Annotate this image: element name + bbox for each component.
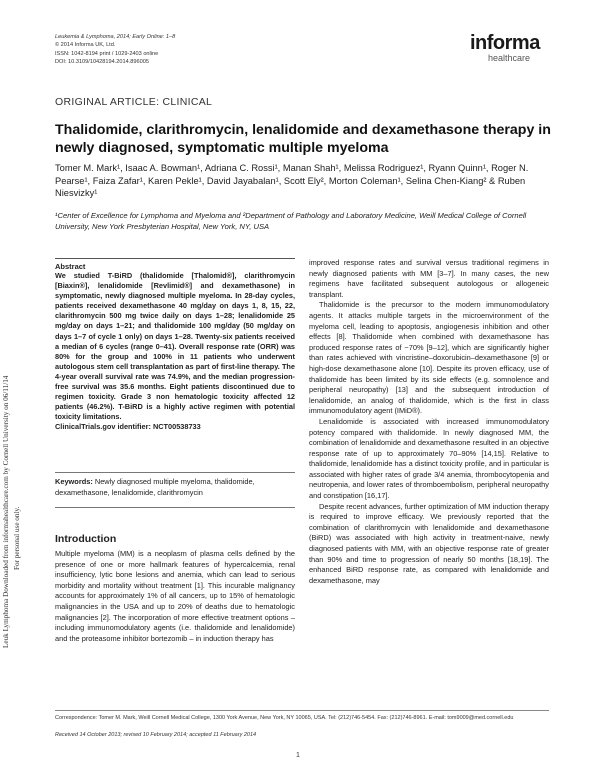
keywords-bottom-rule [55, 507, 295, 508]
paragraph-1: improved response rates and survival versus traditional regimens in newly diagnosed patients with MM [3–7]. In many cases, the new regimens have facilitated subsequent autologous or allogeneic transplant. [309, 258, 549, 299]
journal-copyright: © 2014 Informa UK, Ltd. [55, 42, 116, 49]
paragraph-3: Lenalidomide is associated with increased immunomodulatory potency compared with thalidomide. In newly diagnosed MM, the combination of lenalidomide and dexamethasone resulted in an objective response rate of up to approximately 70–90% [14,15]. Relative to thalidomide, lenalidomide has a distinct toxicity profile, and in particular is associated with higher rates of grade 3/4 anemia, thrombocytopenia and neutropenia, and lower rates of thromboembolism, peripheral neuropathy and constipation [16,17]. [309, 416, 549, 501]
article-section: ORIGINAL ARTICLE: CLINICAL [55, 96, 213, 108]
article-title: Thalidomide, clarithromycin, lenalidomide and dexamethasone therapy in newly diagnosed, symptomatic multiple myeloma [55, 122, 551, 156]
paragraph-2: Thalidomide is the precursor to the modern immunomodulatory agents. It attacks multiple targets in the microenvironment of the myeloma cell, leading to apoptosis, angiogenesis inhibition and other effects [8]. Thalidomide when combined with dexamethasone has produced response rates of ~70% [9–12], which are significantly higher than rates achieved with vincristine–doxorubicin–dexamethasone [9] or high-dose dexamethasone alone [10]. Despite its proven efficacy, use of thalidomide has been limited by its side effects (e.g. somnolence and peripheral neuropathy) [13] and the subsequent introduction of lenalidomide, an analog of thalidomide, which is the first in class immunomodulatory agent (IMiD®). [309, 300, 549, 416]
abstract-body [55, 271, 295, 433]
paragraph-4: Despite recent advances, further optimization of MM induction therapy is required to improve efficacy. We previously reported that the combination of clarithromycin with lenalidomide and dexamethasone (BiRD) was associated with high activity in treatment-naive, newly diagnosed patients with MM, with an objective response rate of greater than 90% and time to progression of nearly 50 months [18,19]. The enhanced BiRD response rate, as compared with lenalidomide and dexamethasone, may [309, 501, 549, 585]
keywords [55, 477, 295, 498]
correspondence: Correspondence: Tomer M. Mark, Weill Cornell Medical College, 1300 York Avenue, New York, NY 10065, USA. Tel: (212)746-5454. Fax: (212)746-8961. E-mail: tom9009@med.cornell.edu [55, 715, 514, 721]
logo-sub: healthcare [488, 53, 531, 63]
keywords-rule [55, 472, 295, 473]
journal-doi: DOI: 10.3109/10428194.2014.896005 [55, 59, 149, 66]
introduction-paragraph: Multiple myeloma (MM) is a neoplasm of plasma cells defined by the presence of one or more hallmark features of hypercalcemia, renal insufficiency, lytic bone lesions and anemia, which can lead to serious morbidity and mortality without treatment [1]. This incurable malignancy accounts for approximately 1% of all cancers, up to 15% of hematologic malignancies in the USA and up to 20% of deaths due to hematologic malignancies [2]. The incorporation of more effective treatment options – including immunomodulatory agents (i.e. thalidomide and lenalidomide) and the proteasome inhibitor bortezomib – in induction therapy has [55, 549, 295, 643]
abstract-text: We studied T-BiRD (thalidomide [Thalomid®], clarithromycin [Biaxin®], lenalidomide [Revlimid®] and dexamethasone) in symptomatic, newly diagnosed multiple myeloma. In 28-day cycles, patients received dexamethasone 40 mg/day on days 1, 8, 15, 22, clarithromycin 500 mg twice daily on days 1–28; lenalidomide 25 mg/day on days 1–21; and thalidomide 100 mg/day (50 mg/day on days 1–7 of cycle 1 only) on days 1–28. Twenty-six patients received a median of 6 cycles (range 0–41). Overall response rate (ORR) was 80% for the group and 100% in 11 patients who underwent autologous stem cell transplantation as part of first-line therapy. The 4-year overall survival rate was 74.9%, and the median progression-free survival was 35.6 months. Eight patients discontinued due to regimen toxicity. Grade 3 non hematologic toxicity affected 12 patients (46.2%). T-BiRD is a highly active regimen with potential toxicity limitations. [55, 271, 295, 422]
journal-citation: Leukemia & Lymphoma, 2014; Early Online: 1–8 [55, 34, 176, 40]
right-column [309, 258, 549, 586]
download-notice-line2: For personal use only. [13, 506, 21, 570]
journal-issn: ISSN: 1042-8194 print / 1029-2403 online [55, 50, 159, 57]
page-number: 1 [296, 752, 300, 759]
introduction-heading: Introduction [55, 533, 117, 545]
affiliations: ¹Center of Excellence for Lymphoma and Myeloma and ²Department of Pathology and Laboratory Medicine, Weill Medical College of Cornell University, New York Presbyterian Hospital, New York, NY, USA [55, 211, 527, 231]
logo-main: informa [470, 32, 540, 54]
publisher-logo [470, 33, 540, 63]
abstract-heading: Abstract [55, 262, 86, 271]
download-notice [2, 230, 30, 650]
keywords-text: Newly diagnosed multiple myeloma, thalidomide, dexamethasone, lenalidomide, clarithromycin [55, 477, 255, 497]
keywords-label: Keywords: [55, 477, 93, 486]
footer-rule [55, 710, 549, 711]
trial-identifier: ClinicalTrials.gov identifier: NCT00538733 [55, 422, 201, 432]
author-list: Tomer M. Mark¹, Isaac A. Bowman¹, Adriana C. Rossi¹, Manan Shah¹, Melissa Rodriguez¹, Ryann Quinn¹, Roger N. Pearse¹, Faiza Zafar¹, Karen Pekle¹, David Jayabalan¹, Scott Ely², Morton Coleman¹, Selina Chen-Kiang² & Ruben Niesvizky¹ [55, 163, 529, 198]
journal-info [55, 33, 175, 67]
download-notice-line1: Leuk Lymphoma Downloaded from informahealthcare.com by Cornell University on 06/11/14 [2, 375, 10, 648]
received-dates: Received 14 October 2013; revised 10 February 2014; accepted 11 February 2014 [55, 732, 257, 738]
